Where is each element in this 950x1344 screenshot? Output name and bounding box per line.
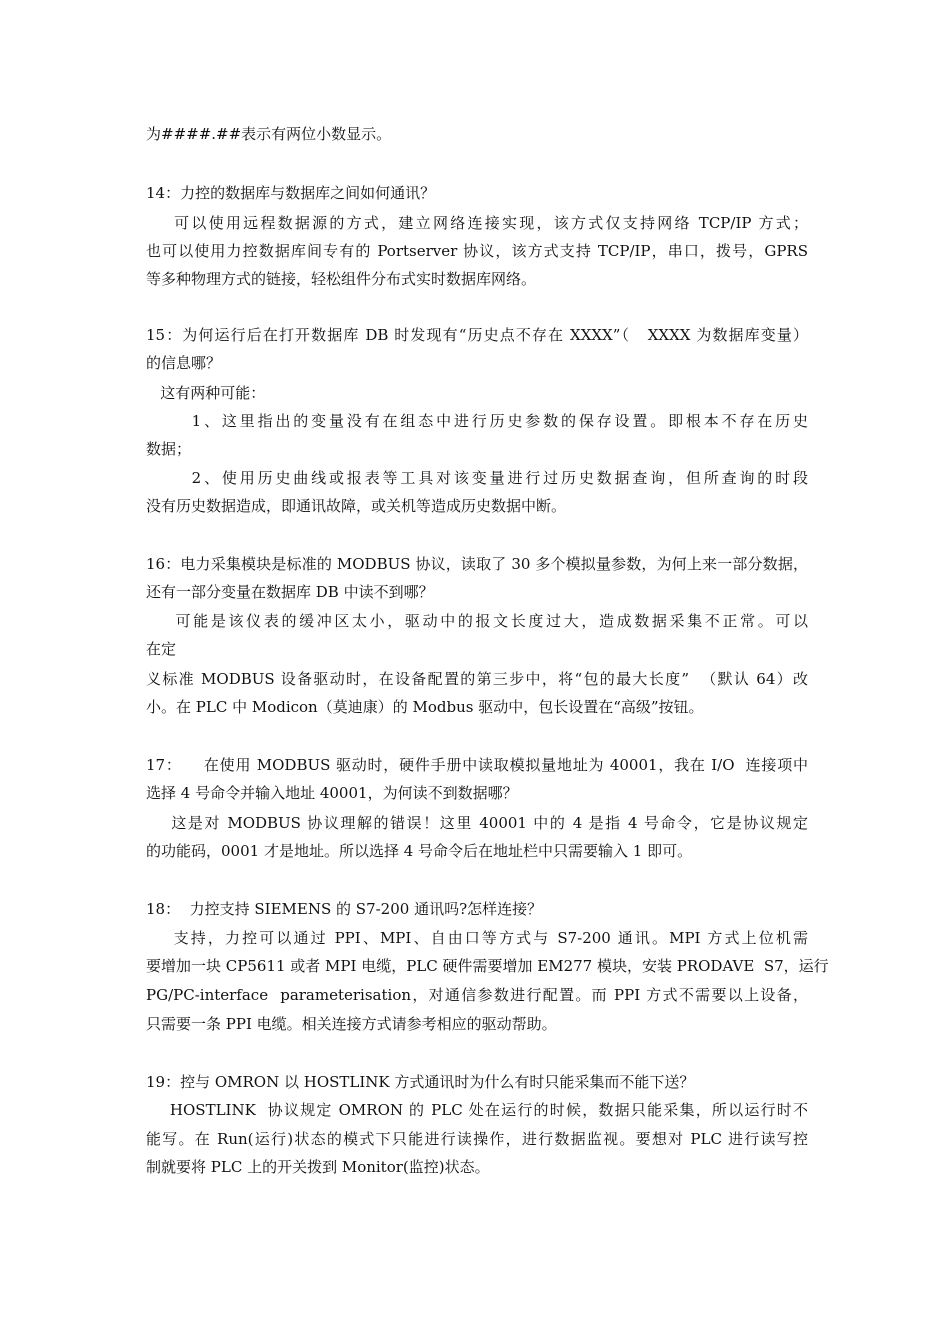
q19-answer-line: HOSTLINK 协议规定 OMRON 的 PLC 处在运行的时候，数据只能采集，所以运行时不 — [146, 1101, 808, 1119]
q18-answer-line: 要增加一块 CP5611 或者 MPI 电缆，PLC 硬件需要增加 EM277 模块，安装 PRODAVE S7，运行 — [146, 957, 829, 975]
q16-question-line: 16：电力采集模块是标准的 MODBUS 协议，读取了 30 多个模拟量参数，为何上来一部分数据， — [146, 555, 808, 573]
q18-question: 18： 力控支持 SIEMENS 的 S7-200 通讯吗?怎样连接？ — [146, 900, 543, 918]
intro-line: 为####.##表示有两位小数显示。 — [146, 125, 392, 143]
q19-answer-line: 制就要将 PLC 上的开关拨到 Monitor(监控)状态。 — [146, 1158, 490, 1176]
q19-question: 19：控与 OMRON 以 HOSTLINK 方式通讯时为什么有时只能采集而不能下送？ — [146, 1073, 695, 1091]
q17-question-line: 17： 在使用 MODBUS 驱动时，硬件手册中读取模拟量地址为 40001，我在 I/O 连接项中 — [146, 756, 808, 774]
q14-question: 14：力控的数据库与数据库之间如何通讯？ — [146, 184, 436, 202]
q14-answer-line: 等多种物理方式的链接，轻松组件分布式实时数据库网络。 — [146, 270, 537, 288]
q19-answer-line: 能写。在 Run(运行)状态的模式下只能进行读操作，进行数据监视。要想对 PLC 进行读写控 — [146, 1130, 808, 1148]
q16-answer-line: 义标准 MODBUS 设备驱动时，在设备配置的第三步中，将“包的最大长度” （默认 64）改 — [146, 670, 808, 688]
q16-answer-line: 可能是该仪表的缓冲区太小，驱动中的报文长度过大，造成数据采集不正常。可以 — [146, 612, 808, 630]
q15-question-line: 15：为何运行后在打开数据库 DB 时发现有“历史点不存在 XXXX”（ XXXX 为数据库变量） — [146, 326, 808, 344]
q15-answer-line: 2、使用历史曲线或报表等工具对该变量进行过历史数据查询，但所查询的时段 — [146, 469, 808, 487]
q17-answer-line: 的功能码，0001 才是地址。所以选择 4 号命令后在地址栏中只需要输入 1 即可。 — [146, 842, 693, 860]
q15-answer-line: 1、这里指出的变量没有在组态中进行历史参数的保存设置。即根本不存在历史 — [146, 412, 808, 430]
q14-answer-line: 可以使用远程数据源的方式，建立网络连接实现，该方式仅支持网络 TCP/IP 方式； — [146, 214, 808, 232]
q14-answer-line: 也可以使用力控数据库间专有的 Portserver 协议，该方式支持 TCP/IP，串口，拨号，GPRS — [146, 242, 808, 260]
q16-answer-line: 小。在 PLC 中 Modicon（莫迪康）的 Modbus 驱动中，包长设置在“高级”按钮。 — [146, 698, 704, 716]
q16-answer-line: 在定 — [146, 640, 177, 658]
q17-question-line: 选择 4 号命令并输入地址 40001，为何读不到数据哪？ — [146, 784, 518, 802]
q15-answer-line: 这有两种可能： — [146, 384, 266, 402]
q15-answer-line: 数据； — [146, 440, 192, 458]
q17-answer-line: 这是对 MODBUS 协议理解的错误！这里 40001 中的 4 是指 4 号命令，它是协议规定 — [146, 814, 808, 832]
q18-answer-line: 支持，力控可以通过 PPI、MPI、自由口等方式与 S7-200 通讯。MPI 方式上位机需 — [146, 929, 808, 947]
q16-question-line: 还有一部分变量在数据库 DB 中读不到哪？ — [146, 583, 434, 601]
q18-answer-line: PG/PC-interface parameterisation，对通信参数进行配置。而 PPI 方式不需要以上设备， — [146, 986, 808, 1004]
q18-answer-line: 只需要一条 PPI 电缆。相关连接方式请参考相应的驱动帮助。 — [146, 1015, 557, 1033]
q15-question-line: 的信息哪？ — [146, 354, 222, 372]
q15-answer-line: 没有历史数据造成，即通讯故障，或关机等造成历史数据中断。 — [146, 497, 567, 515]
